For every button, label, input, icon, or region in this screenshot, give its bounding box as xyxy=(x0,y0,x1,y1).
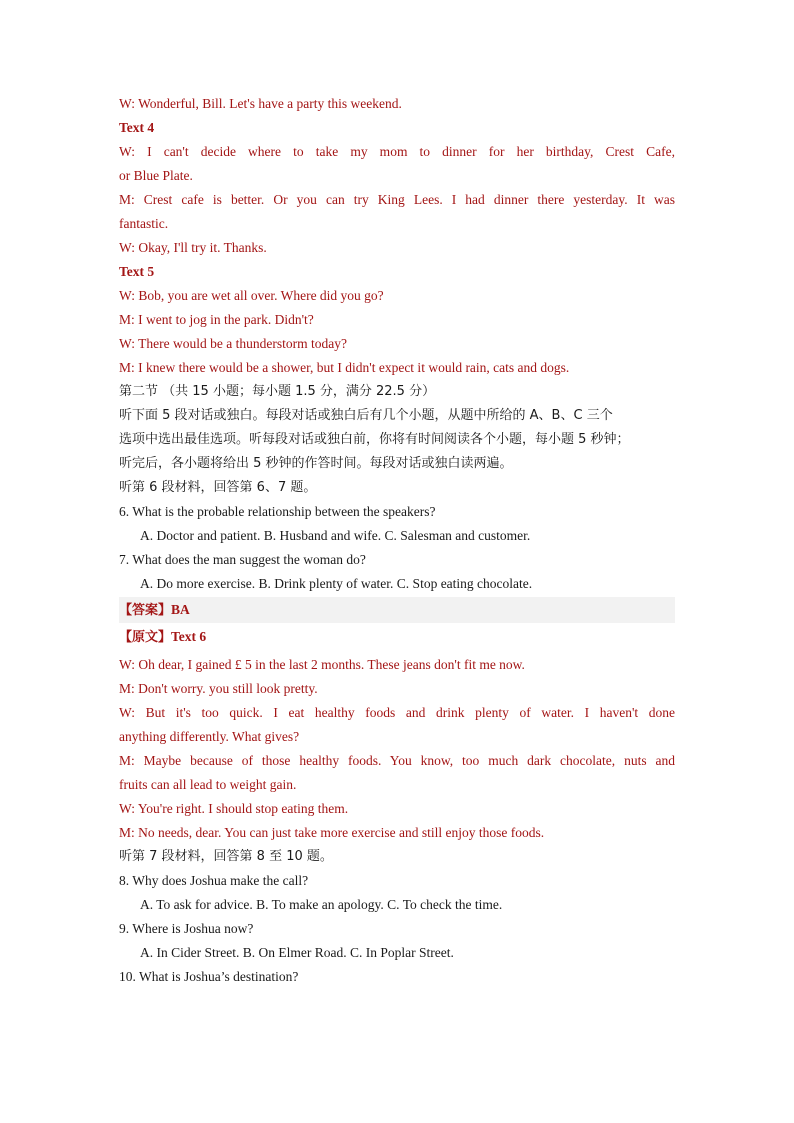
question-6-options: A. Doctor and patient. B. Husband and wife. C. Salesman and customer. xyxy=(140,528,531,543)
dialogue-line: W: Wonderful, Bill. Let's have a party this weekend. xyxy=(119,96,402,111)
text5-heading: Text 5 xyxy=(119,264,155,279)
dialogue-line: M: Maybe because of those healthy foods. You know, too much dark chocolate, nuts and xyxy=(119,753,675,768)
dialogue-line: W: You're right. I should stop eating them. xyxy=(119,801,349,816)
dialogue-line: M: Don't worry. you still look pretty. xyxy=(119,681,318,696)
text4-heading: Text 4 xyxy=(119,120,155,135)
dialogue-line: W: Okay, I'll try it. Thanks. xyxy=(119,240,267,255)
answer-value: BA xyxy=(171,602,190,617)
material-heading: 听第 7 段材料，回答第 8 至 10 题。 xyxy=(119,849,333,864)
question-9-options: A. In Cider Street. B. On Elmer Road. C. In Poplar Street. xyxy=(140,945,454,960)
instruction-line: 听完后，各小题将给出 5 秒钟的作答时间。每段对话或独白读两遍。 xyxy=(119,456,513,471)
instruction-line: 选项中选出最佳选项。听每段对话或独白前，你将有时间阅读各个小题，每小题 5 秒钟； xyxy=(119,432,630,447)
dialogue-line: anything differently. What gives? xyxy=(119,729,300,744)
question-8-options: A. To ask for advice. B. To make an apology. C. To check the time. xyxy=(140,897,503,912)
document-content xyxy=(119,92,675,989)
dialogue-line: M: I went to jog in the park. Didn't? xyxy=(119,312,314,327)
dialogue-line: W: There would be a thunderstorm today? xyxy=(119,336,347,351)
dialogue-line: M: I knew there would be a shower, but I didn't expect it would rain, cats and dogs. xyxy=(119,360,570,375)
dialogue-line: M: No needs, dear. You can just take more exercise and still enjoy those foods. xyxy=(119,825,545,840)
answer-label: 【答案】 xyxy=(119,603,172,618)
dialogue-line: W: But it's too quick. I eat healthy foods and drink plenty of water. I haven't done xyxy=(119,705,675,720)
question-10: 10. What is Joshua’s destination? xyxy=(119,969,299,984)
dialogue-line: M: Crest cafe is better. Or you can try King Lees. I had dinner there yesterday. It was xyxy=(119,192,675,207)
dialogue-line: or Blue Plate. xyxy=(119,168,193,183)
instruction-line: 听下面 5 段对话或独白。每段对话或独白后有几个小题，从题中所给的 A、B、C 三个 xyxy=(119,408,613,423)
dialogue-line: W: I can't decide where to take my mom to dinner for her birthday, Crest Cafe, xyxy=(119,144,675,159)
question-7-options: A. Do more exercise. B. Drink plenty of water. C. Stop eating chocolate. xyxy=(140,576,533,591)
material-heading: 听第 6 段材料，回答第 6、7 题。 xyxy=(119,480,317,495)
original-label: 【原文】 xyxy=(119,630,172,645)
dialogue-line: fantastic. xyxy=(119,216,169,231)
section-title: 第二节 （共 15 小题；每小题 1.5 分，满分 22.5 分） xyxy=(119,384,436,399)
question-6: 6. What is the probable relationship between the speakers? xyxy=(119,504,436,519)
dialogue-line: W: Bob, you are wet all over. Where did you go? xyxy=(119,288,384,303)
dialogue-line: W: Oh dear, I gained £ 5 in the last 2 months. These jeans don't fit me now. xyxy=(119,657,525,672)
dialogue-line: fruits can all lead to weight gain. xyxy=(119,777,297,792)
question-7: 7. What does the man suggest the woman do? xyxy=(119,552,366,567)
question-8: 8. Why does Joshua make the call? xyxy=(119,873,309,888)
answer-row xyxy=(119,597,675,623)
original-heading-row xyxy=(119,625,675,650)
question-9: 9. Where is Joshua now? xyxy=(119,921,254,936)
text6-heading: Text 6 xyxy=(171,629,207,644)
